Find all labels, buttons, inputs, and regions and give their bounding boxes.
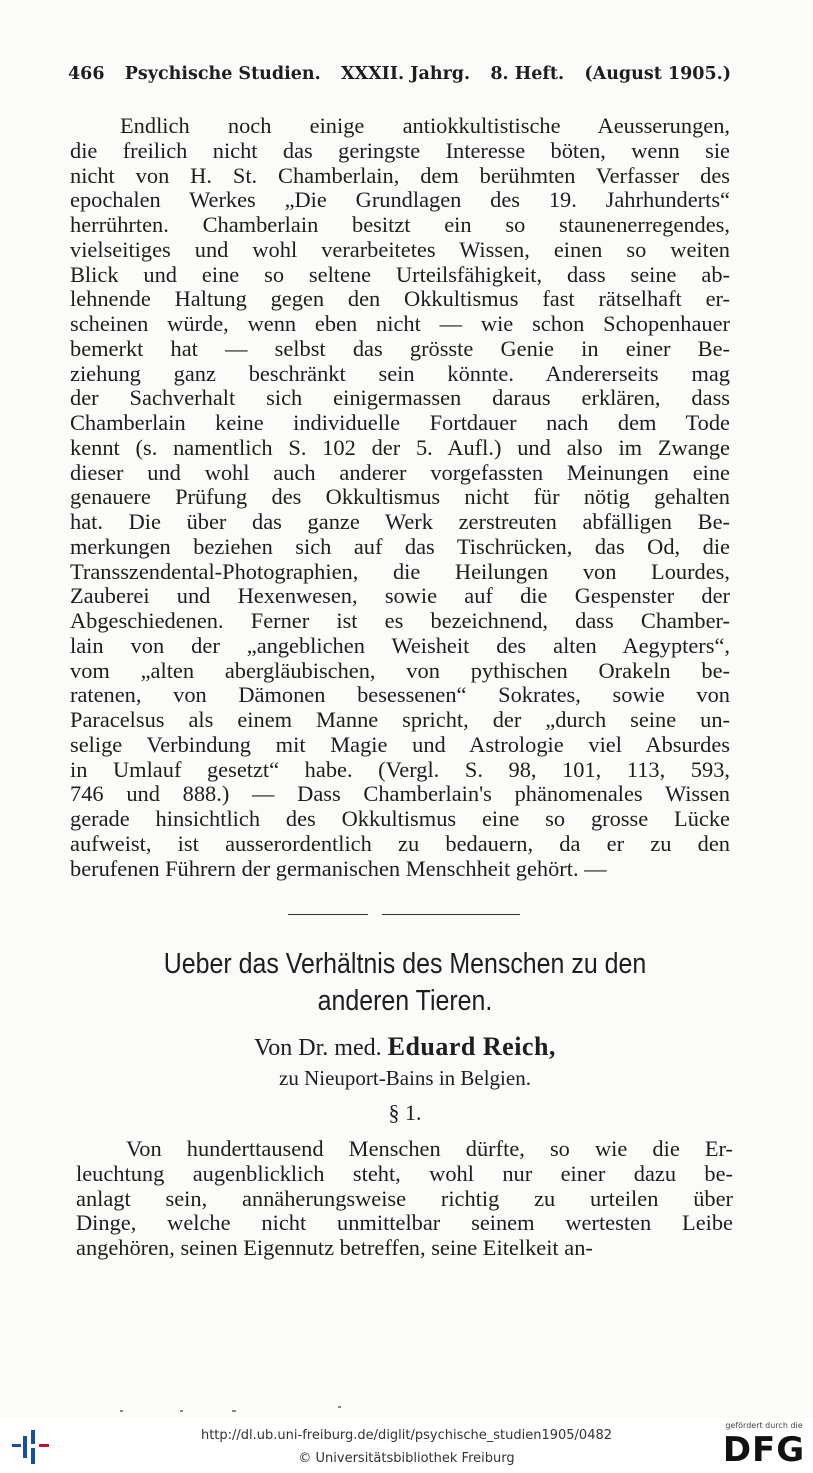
text-line: Blick und eine so seltene Urteilsfähigkeit, dass seine ab- bbox=[70, 261, 730, 287]
text-line: aufweist, ist ausserordentlich zu bedauern, da er zu den bbox=[70, 830, 730, 856]
text-line: lain von der „angeblichen Weisheit des alten Aegypters“, bbox=[70, 632, 730, 658]
text-line: der Sachverhalt sich einigermassen daraus erklären, dass bbox=[70, 385, 730, 411]
text-line: Paracelsus als einem Manne spricht, der „durch seine un- bbox=[70, 707, 730, 732]
article-title-line-2: anderen Tieren. bbox=[317, 985, 493, 1017]
text-line: epochalen Werkes „Die Grundlagen des 19. Jahrhunderts“ bbox=[70, 187, 730, 213]
text-line: dieser und wohl auch anderer vorgefassten Meinungen eine bbox=[70, 459, 730, 485]
text-line: genauere Prüfung des Okkultismus nicht für nötig gehalten bbox=[70, 484, 730, 510]
text-line: vielseitiges und wohl verarbeitetes Wissen, einen so weiten bbox=[70, 236, 730, 262]
running-header bbox=[68, 64, 731, 84]
text-line: hat. Die über das ganze Werk zerstreuten abfälligen Be- bbox=[70, 509, 730, 534]
text-line: gerade hinsichtlich des Okkultismus eine so grosse Lücke bbox=[70, 806, 730, 831]
text-line: Dinge, welche nicht unmittelbar seinem wertesten Leibe bbox=[76, 1210, 733, 1236]
text-line: nicht von H. St. Chamberlain, dem berühmten Verfasser des bbox=[70, 162, 730, 188]
text-line: ratenen, von Dämonen besessenen“ Sokrates, sowie von bbox=[70, 682, 730, 708]
byline bbox=[60, 1032, 750, 1062]
journal-title: Psychische Studien. bbox=[124, 64, 321, 84]
text-line: Abgeschiedenen. Ferner ist es bezeichnend, dass Chamber- bbox=[70, 608, 730, 633]
text-line: Von hunderttausend Menschen dürfte, so wie die Er- bbox=[126, 1136, 733, 1161]
text-line: herrührten. Chamberlain besitzt ein so staunenerregendes, bbox=[70, 212, 730, 237]
volume: XXXII. Jahrg. bbox=[340, 64, 471, 84]
sponsor-caption: gefördert durch die bbox=[725, 1421, 803, 1430]
text-line: angehören, seinen Eigennutz betreffen, seine Eitelkeit an- bbox=[76, 1235, 593, 1260]
text-line: kennt (s. namentlich S. 102 der 5. Aufl.) und also im Zwange bbox=[70, 434, 730, 460]
scan-specks bbox=[120, 1410, 370, 1414]
text-line: leuchtung augenblicklich steht, wohl nur einer dazu be- bbox=[76, 1160, 733, 1186]
text-line: Transszendental-Photographien, die Heilungen von Lourdes, bbox=[70, 558, 730, 584]
text-line: vom „alten abergläubischen, von pythischen Orakeln be- bbox=[70, 657, 730, 683]
page-number: 466 bbox=[68, 64, 105, 84]
byline-prefix: Von Dr. med. bbox=[254, 1035, 382, 1061]
article-title-line-1: Ueber das Verhältnis des Menschen zu den bbox=[163, 948, 647, 980]
text-line: anlagt sein, annäherungsweise richtig zu urteilen über bbox=[76, 1185, 733, 1211]
text-line: ziehung ganz beschränkt sein könnte. Andererseits mag bbox=[70, 360, 730, 386]
text-line: scheinen würde, wenn eben nicht — wie schon Schopenhauer bbox=[70, 311, 730, 336]
copyright: © Universitätsbibliothek Freiburg bbox=[298, 1451, 515, 1466]
issue-date: (August 1905.) bbox=[584, 64, 731, 84]
footer-bar bbox=[0, 1418, 813, 1473]
section-number: § 1. bbox=[388, 1100, 422, 1125]
text-line: merkungen beziehen sich auf das Tischrücken, das Od, die bbox=[70, 533, 730, 559]
author-location: zu Nieuport-Bains in Belgien. bbox=[279, 1066, 531, 1090]
section-divider bbox=[288, 914, 520, 915]
text-line: Zauberei und Hexenwesen, sowie auf die Gespenster der bbox=[70, 583, 730, 609]
text-line: selige Verbindung mit Magie und Astrologie viel Absurdes bbox=[70, 731, 730, 757]
source-url[interactable]: http://dl.ub.uni-freiburg.de/diglit/psychische_studien1905/0482 bbox=[200, 1428, 613, 1443]
text-line: Endlich noch einige antiokkultistische Aeusserungen, bbox=[120, 113, 730, 138]
author-name: Eduard Reich, bbox=[387, 1032, 556, 1061]
text-line: berufenen Führern der germanischen Menschheit gehört. — bbox=[70, 855, 607, 881]
paragraph-1 bbox=[70, 114, 730, 881]
text-line: Chamberlain keine individuelle Fortdauer nach dem Tode bbox=[70, 410, 730, 435]
text-line: 746 und 888.) — Dass Chamberlain's phänomenales Wissen bbox=[70, 781, 730, 807]
text-line: lehnende Haltung gegen den Okkultismus fast rätselhaft er- bbox=[70, 286, 730, 312]
text-line: bemerkt hat — selbst das grösste Genie in einer Be- bbox=[70, 335, 730, 361]
issue: 8. Heft. bbox=[490, 64, 565, 84]
text-line: in Umlauf gesetzt“ habe. (Vergl. S. 98, 101, 113, 593, bbox=[70, 756, 730, 782]
paragraph-2 bbox=[76, 1137, 733, 1261]
text-line: die freilich nicht das geringste Interesse böten, wenn sie bbox=[70, 137, 730, 163]
dfg-logo: DFG bbox=[722, 1430, 806, 1470]
